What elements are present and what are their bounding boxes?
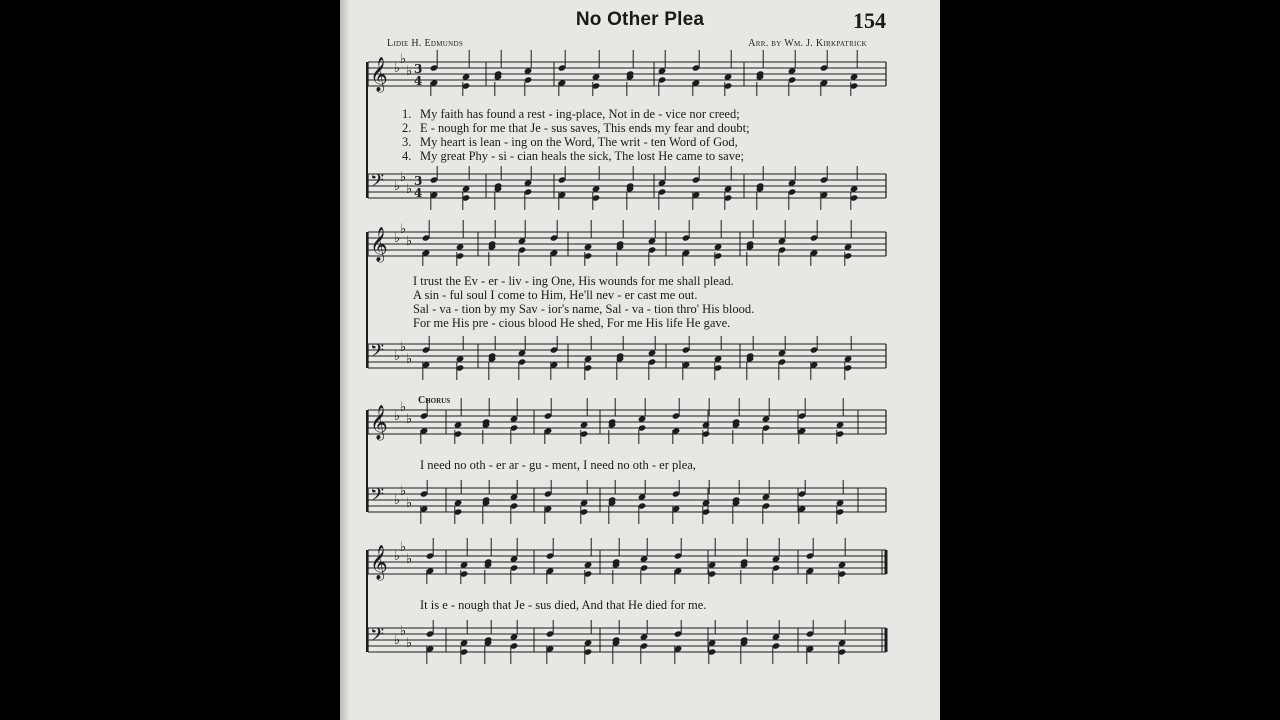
lyric-text: My faith has found a rest - ing-place, Not in de - vice nor creed; (420, 107, 740, 121)
flat-sign-icon: ♭ (400, 222, 407, 237)
hymn-number: 154 (853, 8, 886, 33)
flat-sign-icon: ♭ (394, 409, 401, 424)
flat-sign-icon: ♭ (394, 633, 401, 648)
flat-sign-icon: ♭ (406, 552, 413, 567)
flat-sign-icon: ♭ (400, 624, 407, 639)
flat-sign-icon: ♭ (400, 52, 407, 67)
flat-sign-icon: ♭ (400, 170, 407, 185)
treble-clef-icon: 𝄞 (370, 57, 388, 92)
flat-sign-icon: ♭ (406, 182, 413, 197)
flat-sign-icon: ♭ (406, 636, 413, 651)
flat-sign-icon: ♭ (394, 493, 401, 508)
treble-clef-icon: 𝄞 (370, 545, 388, 580)
flat-sign-icon: ♭ (394, 231, 401, 246)
time-signature-icon: 3 (414, 174, 423, 188)
lyric-text: Sal - va - tion by my Sav - ior's name, Sal - va - tion thro' His blood. (413, 302, 755, 316)
flat-sign-icon: ♭ (406, 234, 413, 249)
lyric-text: I trust the Ev - er - liv - ing One, His wounds for me shall plead. (413, 274, 734, 288)
flat-sign-icon: ♭ (406, 412, 413, 427)
time-signature-icon: 4 (414, 74, 423, 88)
flat-sign-icon: ♭ (400, 340, 407, 355)
flat-sign-icon: ♭ (406, 352, 413, 367)
verse-number: 4. (402, 149, 412, 163)
time-signature-icon: 3 (414, 62, 423, 76)
flat-sign-icon: ♭ (406, 496, 413, 511)
hymnal-page (340, 0, 940, 720)
lyric-text: E - nough for me that Je - sus saves, This ends my fear and doubt; (420, 121, 750, 135)
verse-number: 2. (402, 121, 412, 135)
bass-clef-icon: 𝄢 (370, 171, 385, 196)
flat-sign-icon: ♭ (394, 61, 401, 76)
verse-number: 1. (402, 107, 412, 121)
hymn-title: No Other Plea (575, 9, 705, 30)
flat-sign-icon: ♭ (400, 484, 407, 499)
hymn-author: Lidie H. Edmunds (387, 38, 464, 49)
lyric-text: I need no oth - er ar - gu - ment, I need no oth - er plea, (420, 458, 696, 472)
bass-clef-icon: 𝄢 (370, 341, 385, 366)
hymn-arranger: Arr. by Wm. J. Kirkpatrick (748, 38, 867, 49)
lyric-text: My great Phy - si - cian heals the sick, The lost He came to save; (420, 149, 744, 163)
treble-clef-icon: 𝄞 (370, 227, 388, 262)
lyric-text: A sin - ful soul I come to Him, He'll nev - er cast me out. (413, 288, 698, 302)
flat-sign-icon: ♭ (406, 64, 413, 79)
flat-sign-icon: ♭ (400, 400, 407, 415)
lyric-text: My heart is lean - ing on the Word, The writ - ten Word of God, (420, 135, 738, 149)
lyric-text: For me His pre - cious blood He shed, For me His life He gave. (413, 316, 731, 330)
flat-sign-icon: ♭ (400, 540, 407, 555)
flat-sign-icon: ♭ (394, 549, 401, 564)
bass-clef-icon: 𝄢 (370, 485, 385, 510)
flat-sign-icon: ♭ (394, 349, 401, 364)
chorus-label: Chorus (418, 395, 451, 406)
flat-sign-icon: ♭ (394, 179, 401, 194)
verse-number: 3. (402, 135, 412, 149)
treble-clef-icon: 𝄞 (370, 405, 388, 440)
time-signature-icon: 4 (414, 186, 423, 200)
lyric-text: It is e - nough that Je - sus died, And that He died for me. (420, 598, 707, 612)
bass-clef-icon: 𝄢 (370, 625, 385, 650)
